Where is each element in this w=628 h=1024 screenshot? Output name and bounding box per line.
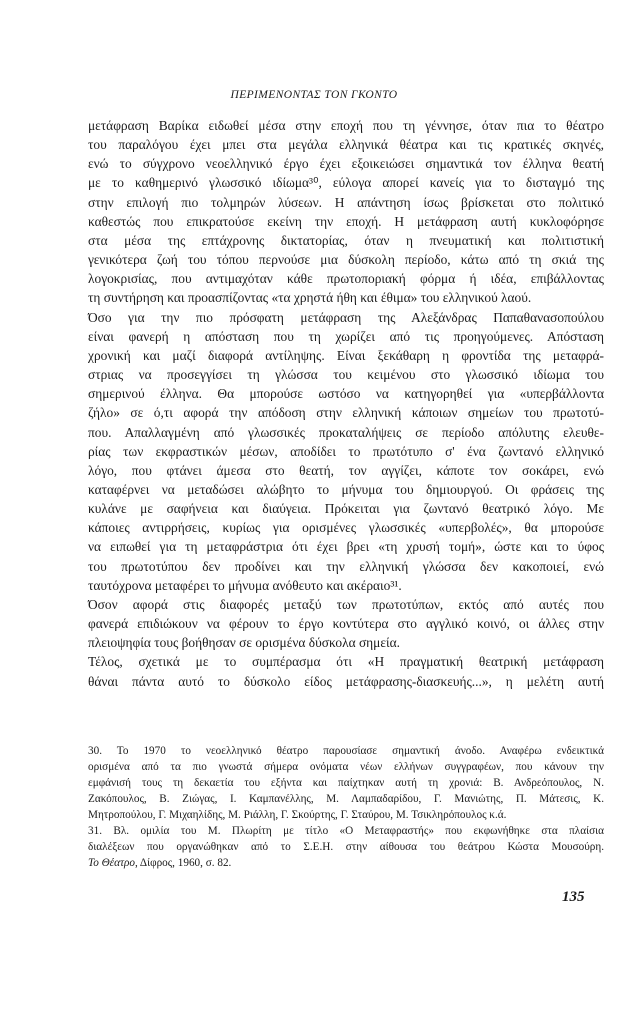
text-line: σημερινού έλληνα. Θα μπορούσε ωστόσο να κατηγορηθεί για «υπερβάλλοντα [88,386,604,402]
journal-title: Το Θέατρο [88,857,135,869]
text-line: στριας να προσεγγίσει τη γλώσσα του κειμένου στο γλωσσικό ιδίωμα του [88,367,604,383]
text-line: θάναι πάντα αυτό το δύσκολο είδος μετάφρασης-διασκευής...», η μελέτη αυτή [88,673,604,689]
footnote-31-line: 31. Βλ. ομιλία του Μ. Πλωρίτη με τίτλο «Ο Μεταφραστής» που εκφωνήθηκε στα πλαίσια [88,825,604,837]
text-line: στην επιλογή πιο τολμηρών λύσεων. Η απάντηση ίσως βρίσκεται στο πολιτικό [88,194,604,210]
footnote-31-line [88,855,604,871]
page-number: 135 [562,889,585,905]
footnotes [88,743,604,871]
text-line: κυλάνε με σαφήνεια και διαύγεια. Πρόκειται για ζωντανό θεατρικό λόγο. Με [88,501,604,517]
text-line: Όσον αφορά στις διαφορές μεταξύ των πρωτοτύπων, εκτός από αυτές που [88,596,604,612]
text-line: Όσο για την πιο πρόσφατη μετάφραση της Αλεξάνδρας Παπαθανασοπούλου [88,309,604,325]
text-line: του παραλόγου έχει μπει στα μεγάλα ελληνικά θέατρα και τις κρατικές σκηνές, [88,137,604,153]
footnote-30-line: Ζακόπουλος, Β. Ζιώγας, Ι. Καμπανέλλης, Μ. Λαμπαδαρίδου, Γ. Μανιώτης, Π. Μάτεσις, Κ. [88,793,604,805]
text-line: ζήλο» σε ό,τι αφορά την απόδοση στην ελληνική κάποιων σημείων του πρωτοτύ- [88,405,604,421]
text-line: του πρωτοτύπου δεν προδίνει και την ελληνική γλώσσα δεν κακοποιεί, ενώ [88,558,604,574]
text-line: πλειοψηφία τους βοήθησαν σε ορισμένα δύσκολα σημεία. [88,635,400,651]
text-line: ταυτόχρονα μεταφέρει το μήνυμα ανόθευτο και ακέραιο³¹. [88,577,402,593]
text-line: μετάφραση Βαρίκα ειδωθεί μέσα στην εποχή που τη γέννησε, όταν πια το θέατρο [88,118,604,133]
text-line: καταφέρνει να μεταδώσει αλώβητο το μήνυμα του δημιουργού. Οι φράσεις της [88,481,604,497]
text-line: τη συντήρηση και προασπίζοντας «τα χρηστά ήθη και έθιμα» του ελληνικού λαού. [88,290,532,306]
running-head: ΠΕΡΙΜΕΝΟΝΤΑΣ ΤΟΝ ΓΚΟΝΤΟ [230,89,398,101]
text-line: κάποιες αντιρρήσεις, κυρίως για ορισμένες γλωσσικές «υπερβολές», θα μπορούσε [88,520,604,536]
footnote-31-citation: , Δίφρος, 1960, σ. 82. [134,857,232,869]
footnote-30-line: 30. Το 1970 το νεοελληνικό θέατρο παρουσίασε σημαντική άνοδο. Αναφέρω ενδεικτικά [88,745,604,757]
text-line: Τέλος, σχετικά με το συμπέρασμα ότι «Η πραγματική θεατρική μετάφραση [88,654,604,670]
footnote-30-line: Μητροπούλου, Γ. Μιχαηλίδης, Μ. Ριάλλη, Γ. Σκούρτης, Γ. Σταύρου, Μ. Τσικληρόπουλος κ.ά. [88,809,507,821]
text-line: γενικότερα ζωή του τόπου περνούσε μια δύσκολη περίοδο, κάτω από τη σκιά της [88,252,604,268]
text-line: που. Απαλλαγμένη από γλωσσικές προκαταλήψεις σε περίοδο απόλυτης ελευθε- [88,424,604,440]
text-line: ρίας των εκφραστικών μέσων, αποδίδει το πρωτότυπο σ' ένα ζωντανό ελληνικό [88,443,604,459]
text-line: είναι φανερή η απόσταση που τη χωρίζει από τις προηγούμενες. Απόσταση [88,328,604,344]
footnote-30-line: εμφάνισή τους τη δεκαετία του εξήντα και παίχτηκαν αυτή τη χρονιά: Β. Ανδρεόπουλος, Ν. [88,777,604,789]
text-line: στα μέσα της επτάχρονης δικτατορίας, όταν η πνευματική και πολιτιστική [88,232,604,248]
text-line: ενώ το σύγχρονο νεοελληνικό έργο έχει εξοικειώσει σημαντικά τον έλληνα θεατή [88,156,604,172]
text-line: να ειπωθεί για τη μεταφράστρια ότι έχει βρει «τη χρυσή τομή», ώστε και το ύφος [88,539,604,555]
text-line: καθεστώς που επικρατούσε εκείνη την εποχή. Η μετάφραση αυτή κυκλοφόρησε [88,213,604,229]
footnote-30-line: ορισμένα από τα πιο γνωστά σήμερα ονόματα νέων ελλήνων συγγραφέων, που κάνουν την [88,761,604,773]
main-text [88,116,604,691]
text-line: λόγο, που φτάνει άμεσα στο θεατή, τον αγγίζει, κάποτε τον σοκάρει, ενώ [88,462,604,478]
text-line: λογοκρισίας, που αντιμαχόταν κάθε πρωτοποριακή φόρμα ή ιδέα, επιβάλλοντας [88,271,604,287]
text-line: χρονική και μαζί διαφορά αντίληψης. Είναι ξεκάθαρη η φροντίδα της μεταφρά- [88,347,604,363]
footnote-31-line: διαλέξεων που οργανώθηκαν από το Σ.Ε.Η. στην αίθουσα του θεάτρου Κώστα Μουσούρη. [88,841,604,853]
text-line: με το καθημερινό γλωσσικό ιδίωμα³⁰, εύλογα απορεί κανείς για το δισταγμό της [88,175,604,191]
text-line: φανερά επιδιώκουν να φέρουν το έργο κοντύτερα στο αγγλικό κοινό, οι άλλες στην [88,616,604,632]
